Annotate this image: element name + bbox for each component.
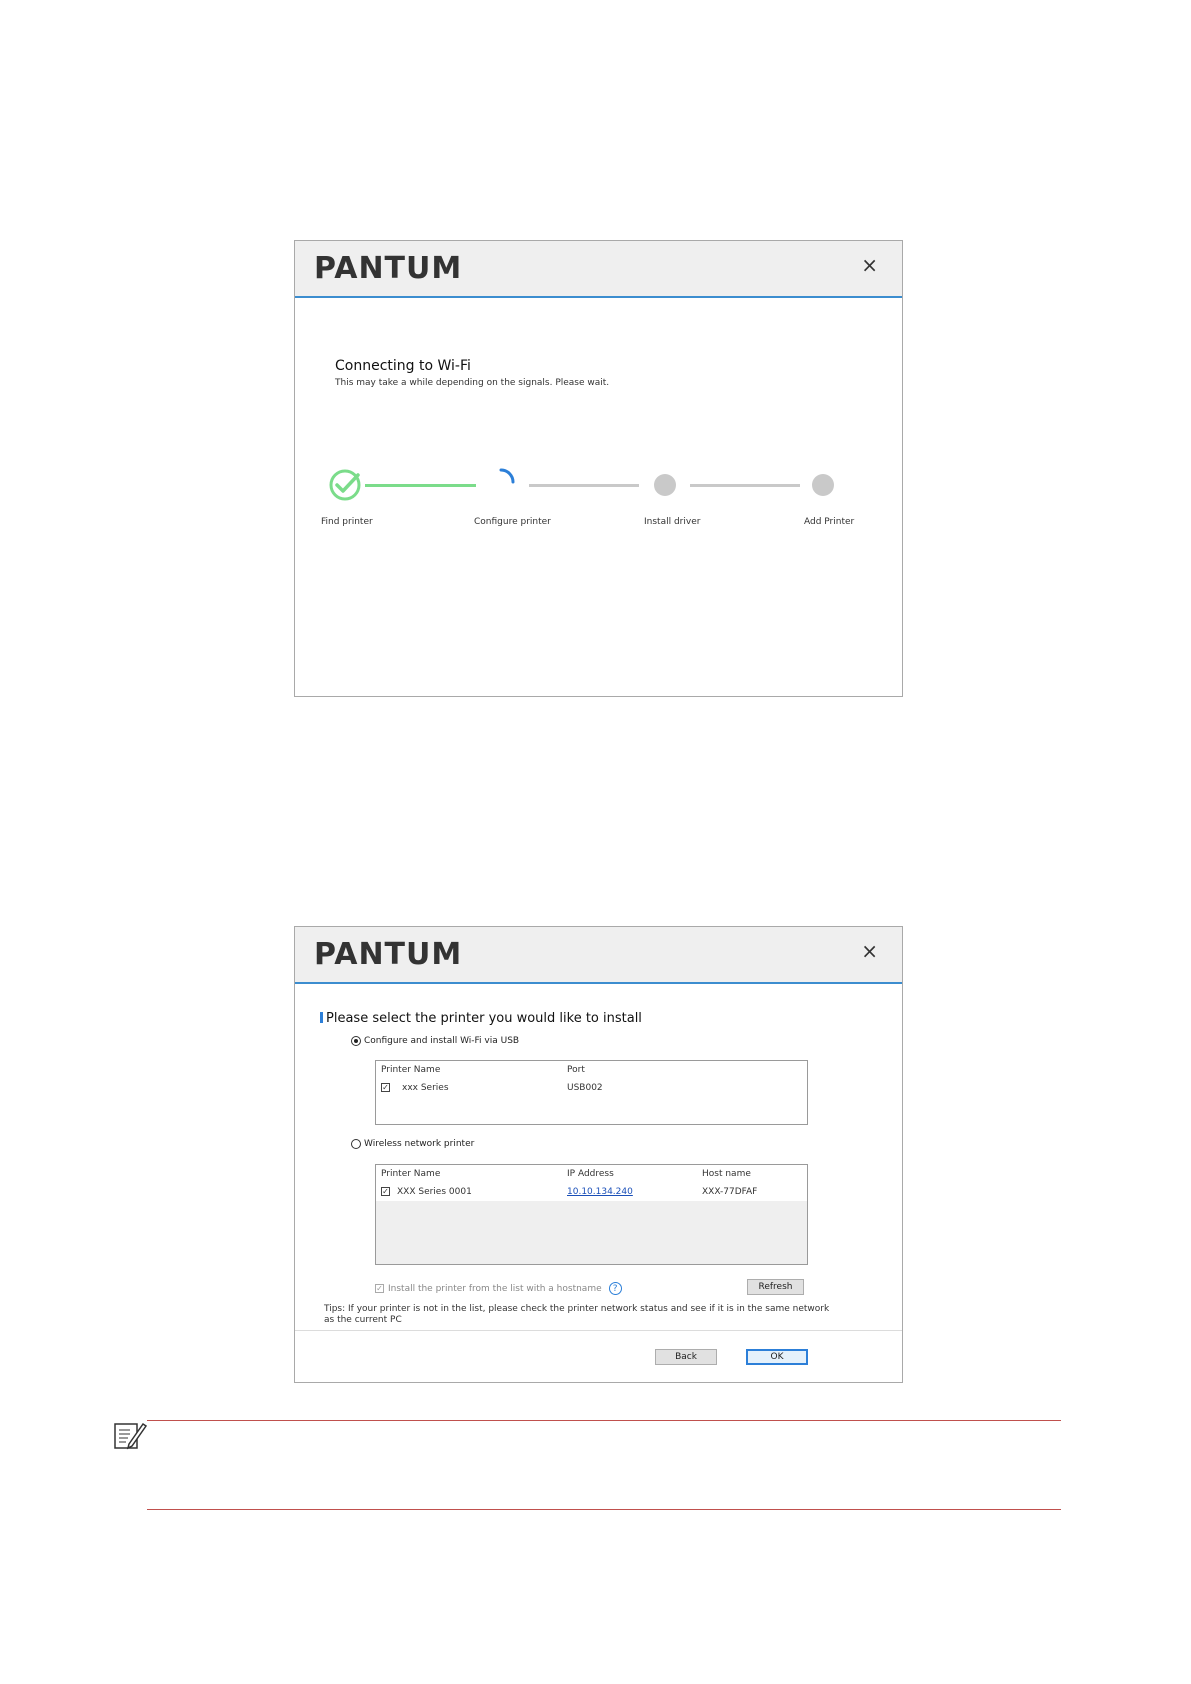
note-divider-top (147, 1420, 1061, 1421)
ip-address-link[interactable]: 10.10.134.240 (567, 1187, 633, 1197)
checkbox-checked[interactable]: ✓ (382, 1187, 389, 1196)
table-row[interactable] (376, 1183, 807, 1201)
step-label-add-printer: Add Printer (804, 517, 855, 527)
tips-text: Tips: If your printer is not in the list, please check the printer network status and see if it is in the same network as the current PC (324, 1304, 830, 1325)
printer-name-cell: xxx Series (402, 1083, 449, 1093)
progress-line-done (365, 484, 476, 487)
radio-label: Configure and install Wi-Fi via USB (364, 1036, 520, 1046)
usb-printer-table (375, 1060, 808, 1125)
table-header (376, 1165, 807, 1183)
column-header: Port (567, 1065, 585, 1075)
pantum-logo: PANTUM (314, 251, 463, 286)
refresh-button[interactable]: Refresh (747, 1279, 804, 1295)
progress-line-pending (690, 484, 800, 487)
pantum-logo: PANTUM (314, 937, 463, 972)
title-bar (295, 927, 902, 984)
radio-button-selected[interactable] (351, 1036, 361, 1046)
radio-label: Wireless network printer (364, 1139, 475, 1149)
port-cell: USB002 (567, 1083, 603, 1093)
radio-wireless-option[interactable] (351, 1139, 474, 1149)
close-icon[interactable]: × (861, 939, 878, 963)
help-icon[interactable]: ? (609, 1282, 622, 1295)
hostname-checkbox[interactable]: ✓ (376, 1284, 383, 1293)
title-bar (295, 241, 902, 298)
step-label-find-printer: Find printer (321, 517, 373, 527)
note-pencil-icon (112, 1418, 148, 1454)
checkbox-checked[interactable]: ✓ (382, 1083, 389, 1092)
note-divider-bottom (147, 1509, 1061, 1510)
check-circle-icon (328, 468, 362, 502)
printer-name-cell: XXX Series 0001 (397, 1187, 472, 1197)
progress-steps (295, 471, 902, 531)
radio-usb-option[interactable] (351, 1036, 519, 1046)
wireless-printer-table (375, 1164, 808, 1265)
step-dot-install-driver (654, 474, 676, 496)
divider (295, 1330, 902, 1331)
close-icon[interactable]: × (861, 253, 878, 277)
spinner-icon (495, 466, 519, 490)
step-label-install-driver: Install driver (644, 517, 701, 527)
hostname-label: Install the printer from the list with a hostname (388, 1283, 602, 1294)
dialog-title: Please select the printer you would like to install (320, 1011, 642, 1026)
radio-button[interactable] (351, 1139, 361, 1149)
table-row[interactable] (376, 1079, 807, 1097)
column-header: Host name (702, 1169, 751, 1179)
hostname-option[interactable] (375, 1282, 622, 1295)
column-header: Printer Name (381, 1169, 441, 1179)
host-name-cell: XXX-77DFAF (702, 1187, 758, 1197)
dialog-title: Connecting to Wi-Fi (335, 358, 471, 374)
step-dot-add-printer (812, 474, 834, 496)
back-button[interactable]: Back (655, 1349, 717, 1365)
progress-line-pending (529, 484, 639, 487)
column-header: Printer Name (381, 1065, 441, 1075)
select-printer-dialog (294, 926, 903, 1383)
ok-button[interactable]: OK (746, 1349, 808, 1365)
step-label-configure-printer: Configure printer (474, 517, 551, 527)
table-header (376, 1061, 807, 1079)
connecting-dialog (294, 240, 903, 697)
column-header: IP Address (567, 1169, 614, 1179)
dialog-subtitle: This may take a while depending on the signals. Please wait. (335, 378, 610, 388)
